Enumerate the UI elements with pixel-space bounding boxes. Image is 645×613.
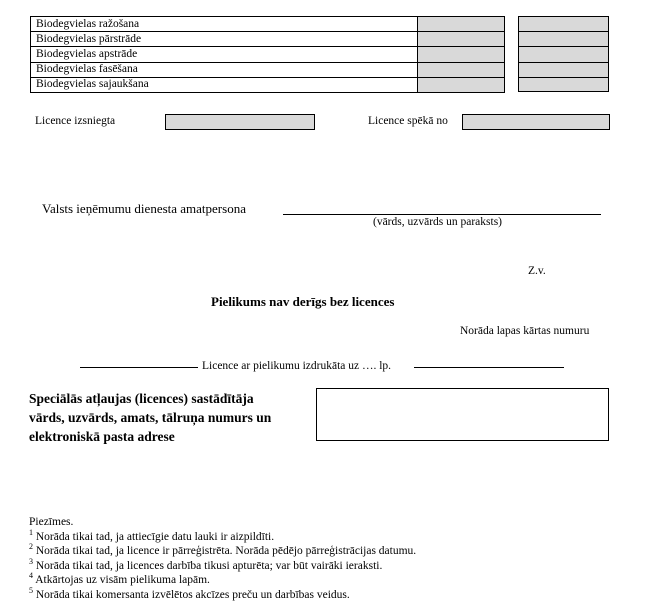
compiler-label-line: Speciālās atļaujas (licences) sastādītāja bbox=[29, 391, 254, 406]
license-valid-from-label: Licence spēkā no bbox=[368, 115, 448, 127]
note-item bbox=[29, 573, 416, 588]
license-issued-field[interactable] bbox=[165, 114, 315, 130]
activity-field[interactable] bbox=[418, 77, 505, 92]
table-row bbox=[31, 32, 505, 47]
note-number: 2 bbox=[29, 542, 33, 552]
official-label: Valsts ieņēmumu dienesta amatpersona bbox=[42, 201, 246, 216]
side-field[interactable] bbox=[518, 16, 609, 31]
activity-label: Biodegvielas sajaukšana bbox=[31, 77, 418, 92]
note-item bbox=[29, 527, 416, 545]
table-row bbox=[31, 47, 505, 62]
note-text: Atkārtojas uz visām pielikuma lapām. bbox=[33, 574, 210, 586]
note-text: Norāda tikai tad, ja licence ir pārreģistrēta. Norāda pēdējo pārreģistrācijas datumu. bbox=[33, 545, 417, 557]
signature-line bbox=[283, 214, 601, 215]
activities-table bbox=[30, 16, 505, 93]
activity-label: Biodegvielas ražošana bbox=[31, 17, 418, 32]
right-rule bbox=[414, 367, 564, 368]
activity-field[interactable] bbox=[418, 32, 505, 47]
activity-field[interactable] bbox=[418, 17, 505, 32]
note-item bbox=[29, 585, 416, 603]
stamp-mark: Z.v. bbox=[528, 265, 546, 277]
notes-title: Piezīmes. bbox=[29, 516, 74, 528]
side-field[interactable] bbox=[518, 62, 609, 77]
side-field[interactable] bbox=[518, 46, 609, 61]
note-item bbox=[29, 544, 416, 559]
annex-notice: Pielikums nav derīgs bez licences bbox=[211, 294, 395, 309]
activity-label: Biodegvielas apstrāde bbox=[31, 47, 418, 62]
activity-label: Biodegvielas fasēšana bbox=[31, 62, 418, 77]
note-text: Norāda tikai komersanta izvēlētos akcīzes preču un darbības veidus. bbox=[33, 588, 350, 601]
table-row bbox=[31, 77, 505, 92]
license-issued-label: Licence izsniegta bbox=[35, 115, 116, 127]
license-valid-from-field[interactable] bbox=[462, 114, 610, 130]
compiler-field[interactable] bbox=[316, 388, 609, 441]
compiler-label bbox=[29, 389, 271, 446]
compiler-label-line: vārds, uzvārds, amats, tālruņa numurs un bbox=[29, 410, 272, 425]
note-number: 5 bbox=[29, 585, 33, 595]
printed-on-text: Licence ar pielikumu izdrukāta uz …. lp. bbox=[202, 360, 392, 372]
activities-side-column bbox=[518, 16, 609, 92]
activity-field[interactable] bbox=[418, 47, 505, 62]
activity-field[interactable] bbox=[418, 62, 505, 77]
side-field[interactable] bbox=[518, 77, 609, 92]
note-number: 3 bbox=[29, 556, 33, 566]
note-number: 4 bbox=[29, 571, 33, 581]
table-row bbox=[31, 17, 505, 32]
note-item bbox=[29, 556, 416, 574]
activity-label: Biodegvielas pārstrāde bbox=[31, 32, 418, 47]
left-rule bbox=[80, 367, 198, 368]
compiler-label-line: elektroniskā pasta adrese bbox=[29, 429, 175, 444]
signature-caption: (vārds, uzvārds un paraksts) bbox=[373, 216, 503, 228]
page-number-note: Norāda lapas kārtas numuru bbox=[460, 325, 590, 337]
note-text: Norāda tikai tad, ja attiecīgie datu lauki ir aizpildīti. bbox=[33, 530, 275, 543]
note-number: 1 bbox=[29, 527, 33, 537]
table-row bbox=[31, 62, 505, 77]
note-text: Norāda tikai tad, ja licences darbība tikusi apturēta; var būt vairāki ieraksti. bbox=[33, 559, 383, 572]
side-field[interactable] bbox=[518, 31, 609, 46]
notes bbox=[29, 515, 416, 602]
